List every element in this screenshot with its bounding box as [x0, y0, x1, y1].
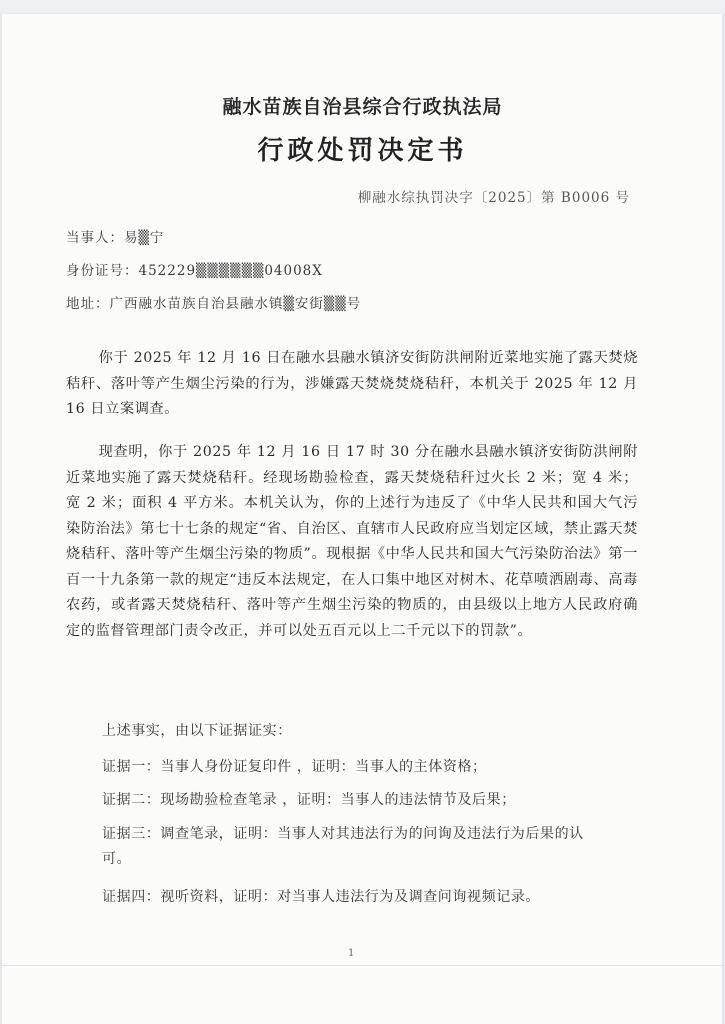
document-number: 柳融水综执罚决字〔2025〕第 B0006 号 — [357, 190, 630, 206]
page-divider — [0, 965, 725, 966]
party-id-row — [66, 259, 323, 279]
party-id-label: 身份证号： — [66, 263, 139, 279]
case-paragraph-2: 现查明，你于 2025 年 12 月 16 日 17 时 30 分在融水县融水镇济安街防洪闸附近菜地实施了露天焚烧秸秆。经现场勘验检查，露天焚烧秸秆过火长 2 米；宽 4 米；宽 2 米；面积 4 平方米。本机关认为，你的上述行为违反了《中华人民共和国大气污染防治法》第七十七条的规定“省、自治区、直辖市人民政府应当划定区域，禁止露天焚烧秸秆、落叶等产生烟尘污染的物质”。现根据《中华人民共和国大气污染防治法》第一百一十九条第一款的规定“违反本法规定，在人口集中地区对树木、花草喷洒剧毒、高毒农药，或者露天焚烧秸秆、落叶等产生烟尘污染的物质的，由县级以上地方人民政府确定的监督管理部门责令改正，并可以处五百元以上二千元以下的罚款”。 — [66, 444, 638, 639]
party-address-label: 地址： — [66, 296, 110, 312]
evidence-item-1: 证据一：当事人身份证复印件 ，证明：当事人的主体资格； — [102, 759, 487, 775]
evidence-intro: 上述事实，由以下证据证实： — [102, 723, 292, 739]
party-name-label: 当事人： — [66, 230, 124, 246]
party-address-value: 广西融水苗族自治县融水镇▒安街▒▒号 — [109, 296, 362, 312]
top-margin — [0, 0, 725, 14]
evidence-item-4: 证据四：视听资料，证明：对当事人违法行为及调查问询视频记录。 — [102, 889, 540, 905]
agency-name: 融水苗族自治县综合行政执法局 — [222, 96, 503, 118]
party-address-row — [66, 292, 361, 312]
evidence-item-3: 证据三：调查笔录，证明：当事人对其违法行为的问询及违法行为后果的认可。 — [102, 826, 584, 867]
document-title: 行政处罚决定书 — [257, 136, 468, 166]
party-id-value: 452229▒▒▒▒▒▒04008X — [138, 263, 323, 279]
page-number: 1 — [348, 948, 355, 959]
party-name-row — [66, 226, 164, 246]
evidence-item-2: 证据二：现场勘验检查笔录 ，证明：当事人的违法情节及后果； — [102, 792, 516, 808]
case-paragraph-1: 你于 2025 年 12 月 16 日在融水县融水镇济安街防洪闸附近菜地实施了露天焚烧秸秆、落叶等产生烟尘污染的行为，涉嫌露天焚烧焚烧秸秆，本机关于 2025 年 12 月 16 日立案调查。 — [66, 350, 638, 417]
party-name-value: 易▒宁 — [124, 230, 165, 246]
